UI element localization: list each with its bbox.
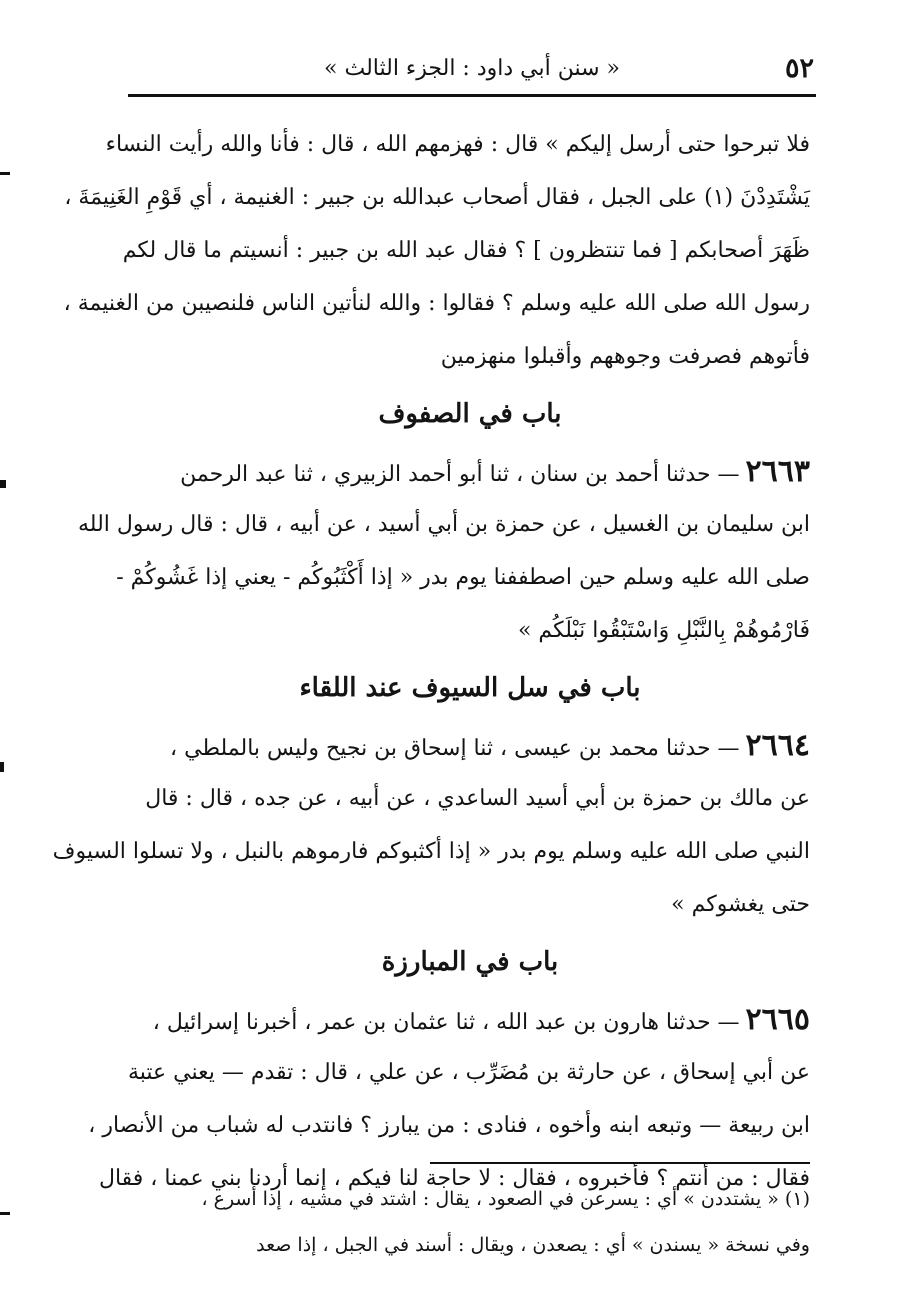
text-span: — حدثنا أحمد بن سنان ، ثنا أبو أحمد الزبيري ، ثنا عبد الرحمن (180, 462, 740, 487)
chapter-heading: باب في المبارزة (381, 947, 559, 977)
text-line: النبي صلى الله عليه وسلم يوم بدر « إذا أكثبوكم فارموهم بالنبل ، ولا تسلوا السيوف (52, 839, 810, 864)
hadith-number: ٢٦٦٤ (745, 728, 810, 763)
text-line: عن مالك بن حمزة بن أبي أسيد الساعدي ، عن أبيه ، عن جده ، قال : قال (145, 786, 810, 811)
text-line: فلا تبرحوا حتى أرسل إليكم » قال : فهزمهم الله ، قال : فأنا والله رأيت النساء (105, 132, 810, 157)
margin-mark (0, 1212, 10, 1215)
text-line: ابن ربيعة — وتبعه ابنه وأخوه ، فنادى : من يبارز ؟ فانتدب له شباب من الأنصار ، (88, 1113, 810, 1138)
hadith-number: ٢٦٦٥ (745, 1002, 810, 1037)
footnote-line: وفي نسخة « يسندن » أي : يصعدن ، ويقال : أسند في الجبل ، إذا صعد (256, 1234, 810, 1256)
header-rule (128, 94, 816, 97)
text-span: — حدثنا محمد بن عيسى ، ثنا إسحاق بن نجيح وليس بالملطي ، (170, 736, 740, 761)
footnotes (130, 1176, 810, 1268)
chapter-heading: باب في الصفوف (378, 399, 562, 429)
running-title: « سنن أبي داود : الجزء الثالث » (324, 55, 620, 81)
margin-mark (0, 172, 10, 175)
chapter-heading: باب في سل السيوف عند اللقاء (299, 673, 641, 703)
text-line: يَشْتَدِدْنَ (١) على الجبل ، فقال أصحاب عبدالله بن جبير : الغنيمة ، أي قَوْمِ الغَنِيمَةَ ، (64, 185, 810, 210)
text-line: فأتوهم فصرفت وجوههم وأقبلوا منهزمين (440, 344, 810, 369)
main-text (52, 118, 810, 1205)
hadith-first-line (130, 445, 810, 498)
text-line: ظَهَرَ أصحابكم [ فما تنتظرون ] ؟ فقال عبد الله بن جبير : أنسيتم ما قال لكم (122, 238, 810, 263)
footnote-line: (١) « يشتددن » أي : يسرعن في الصعود ، يقال : اشتد في مشيه ، إذا أسرع ، (201, 1188, 810, 1210)
footnote-rule (430, 1162, 810, 1164)
hadith-number: ٢٦٦٣ (745, 454, 810, 489)
hadith-first-line (130, 993, 810, 1046)
text-line: فقال : من أنتم ؟ فأخبروه ، فقال : لا حاجة لنا فيكم ، إنما أردنا بني عمنا ، فقال (98, 1166, 810, 1191)
margin-mark (0, 480, 6, 488)
text-span: — حدثنا هارون بن عبد الله ، ثنا عثمان بن عمر ، أخبرنا إسرائيل ، (152, 1010, 740, 1035)
margin-mark (0, 762, 4, 772)
text-line: فَارْمُوهُمْ بِالنَّبْلِ وَاسْتَبْقُوا نَبْلَكُم » (517, 618, 810, 643)
hadith-first-line (130, 719, 810, 772)
page-number: ٥٢ (784, 52, 814, 84)
page-header (130, 46, 814, 90)
text-line: حتى يغشوكم » (671, 892, 810, 917)
text-line: رسول الله صلى الله عليه وسلم ؟ فقالوا : والله لنأتين الناس فلنصيبن من الغنيمة ، (63, 291, 810, 316)
text-line: ابن سليمان بن الغسيل ، عن حمزة بن أبي أسيد ، عن أبيه ، قال : قال رسول الله (77, 512, 810, 537)
text-line: عن أبي إسحاق ، عن حارثة بن مُضَرِّب ، عن علي ، قال : تقدم — يعني عتبة (127, 1060, 810, 1085)
text-line: صلى الله عليه وسلم حين اصطففنا يوم بدر « إذا أَكْثَبُوكُم - يعني إذا غَشُوكُمْ - (116, 565, 810, 590)
